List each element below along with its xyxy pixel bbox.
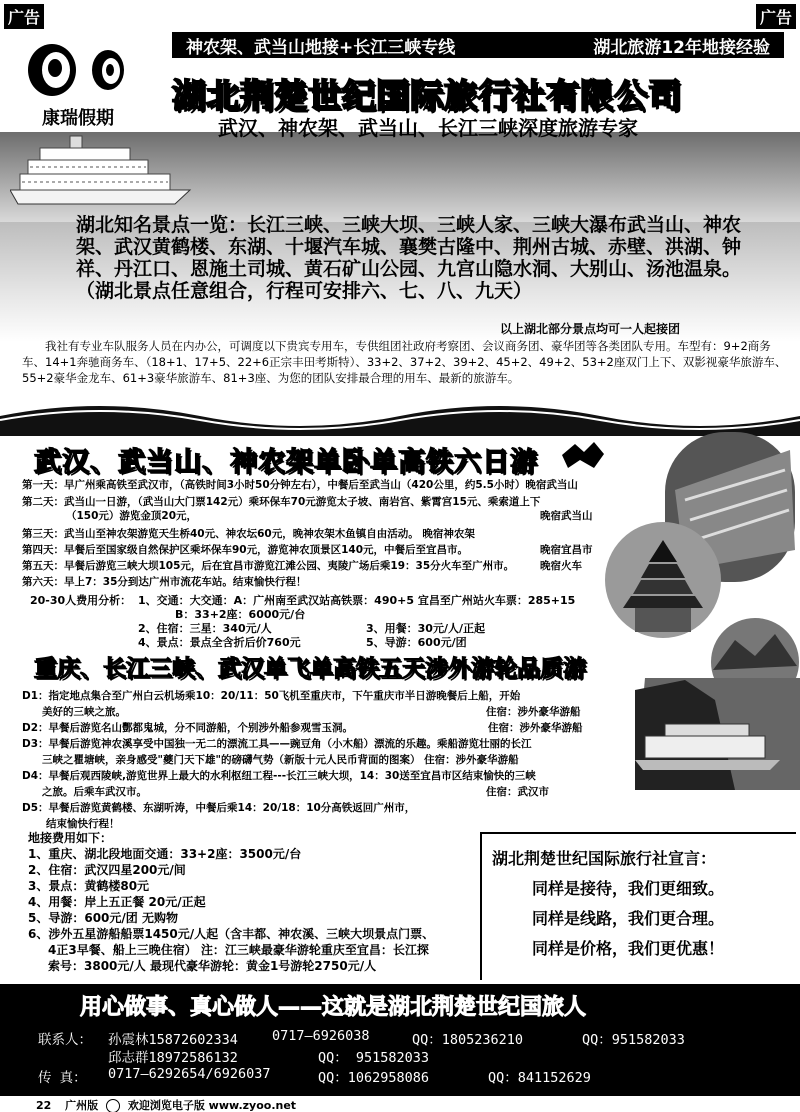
contact-qq-1: QQ：1805236210 (412, 1032, 524, 1048)
fee-item: 2、住宿：武汉四星200元/间 (28, 863, 186, 877)
tour1-cost-title: 20-30人费用分析： (30, 594, 132, 607)
contact-person-1: 孙震林15872602334 (108, 1032, 238, 1048)
contact-person-2: 邱志群18972586132 (108, 1050, 238, 1066)
slogan: 用心做事、真心做人——这就是湖北荆楚世纪国旅人 (80, 995, 587, 1020)
edition-label: 广州版 (65, 1099, 99, 1112)
company-subtitle: 武汉、神农架、武当山、长江三峡深度旅游专家 (218, 116, 638, 140)
tour2-day: 三峡之瞿塘峡，亲身感受"夔门天下雄"的磅礴气势（新版十元人民币背面的图案） 住宿：涉外豪华游船 (42, 754, 519, 766)
contact-tel-1: 0717—6926038 (272, 1028, 370, 1044)
scenery-photos (605, 430, 800, 790)
fee-item: 4正3早餐、船上三晚住宿） 注：江三峡最豪华游轮重庆至宜昌：长江探 (48, 943, 429, 957)
tour1-cost-item: 5、导游：600元/团 (366, 636, 467, 649)
scenic-list: 湖北知名景点一览：长江三峡、三峡大坝、三峡人家、三峡大瀑布武当山、神农架、武汉黄鹤楼、东湖、十堰汽车城、襄樊古隆中、荆州古城、赤壁、洪湖、钟祥、丹江口、恩施土司城、黄石矿山公园、九宫山隐水洞、大别山、汤池温泉。（湖北景点任意组合，行程可安排六、七、八、九天） (76, 214, 742, 302)
contact-qq-4: QQ：1062958086 (318, 1070, 430, 1086)
tour1-cost-item: 4、景点：景点全含折后价760元 (138, 636, 301, 649)
tour1-cost-item: B：33+2座：6000元/台 (175, 608, 306, 621)
declaration-line: 同样是价格，我们更优惠！ (532, 939, 725, 958)
top-banner (172, 32, 784, 58)
scenic-note: 以上湖北部分景点均可一人起接团 (500, 322, 681, 336)
tour2-fees (28, 830, 434, 974)
declaration-line: 同样是线路，我们更合理。 (532, 909, 725, 928)
contact-qq-2: QQ：951582033 (582, 1032, 685, 1048)
tour1-cost-item: 2、住宿：三星：340元/人 (138, 622, 272, 635)
fee-item: 5、导游：600元/团 无购物 (28, 911, 178, 925)
tour2-day: D1：指定地点集合至广州白云机场乘10：20/11：50飞机至重庆市，下午重庆市半日游晚餐后上船，开始 (22, 690, 521, 702)
tour1-day: 第三天：武当山至神农架游览天生桥40元、神农坛60元，晚神农架木鱼镇自由活动。 晚宿神农架 (22, 528, 475, 540)
page-number: 22 (36, 1099, 52, 1112)
fax-label: 传 真： (38, 1070, 87, 1086)
fleet-description: 我社有专业车队服务人员在内办公，可调度以下贵宾专用车，专供组团社政府考察团、会议商务团、豪华团等各类团队专用。车型有：9+2商务车、14+1奔驰商务车、（18+1、17+5、22+6正宗丰田考斯特）、33+2、37+2、39+2、45+2、49+2、53+2座双门上下、双影视豪华旅游车、55+2豪华金龙车、61+3豪华旅游车、81+3座、为您的团队安排最合理的用车、最新的旅游车。 (22, 339, 787, 385)
tour2-day: D3：早餐后游览神农溪享受中国独一无二的漂流工具——豌豆角（小木船）漂流的乐趣。乘船游览壮丽的长江 (22, 738, 532, 750)
ad-label-left: 广告 (4, 4, 44, 29)
contact-qq-3: QQ： 951582033 (318, 1050, 430, 1066)
splash-icon (560, 440, 606, 470)
tour1-day: 第六天：早上7：35分到达广州市流花车站。结束愉快行程！ (22, 576, 307, 588)
tour2-day: 之旅。后乘车武汉市。 住宿：武汉市 (42, 786, 549, 798)
tour1-day: 第五天：早餐后游览三峡大坝105元，后在宜昌市游览江滩公园、夷陵广场后乘19：35分火车至广州市。 晚宿火车 (22, 560, 582, 572)
contact-label: 联系人： (38, 1032, 92, 1048)
tour1-title: 武汉、武当山、神农架单卧单高铁六日游 (34, 447, 538, 478)
contact-qq-5: QQ：841152629 (488, 1070, 591, 1086)
website-link[interactable]: 欢迎浏览电子版 www.zyoo.net (127, 1099, 297, 1112)
tour1-cost-item: 1、交通：大交通：A：广州南至武汉站高铁票：490+5 宜昌至广州站火车票：285+15 (138, 594, 576, 607)
tour1-day: （150元）游览金顶20元， 晚宿武当山 (66, 510, 593, 522)
red-logo-icon (106, 1099, 120, 1112)
tour2-fees-title: 地接费用如下： (28, 831, 113, 845)
fee-item: 3、景点：黄鹤楼80元 (28, 879, 150, 893)
declaration-title: 湖北荆楚世纪国际旅行社宣言： (492, 849, 717, 868)
fee-item: 索号：3800元/人 最现代豪华游轮：黄金1号游轮2750元/人 (48, 959, 377, 973)
company-name: 湖北荆楚世纪国际旅行社有限公司 (172, 76, 682, 115)
page-footer (36, 1097, 296, 1112)
fax-number: 0717—6292654/6926037 (108, 1066, 271, 1082)
tour1-day: 第一天：早广州乘高铁至武汉市，（高铁时间3小时50分钟左右），中餐后至武当山（420公里，约5.5小时）晚宿武当山 (22, 479, 578, 491)
top-banner-right: 湖北旅游12年地接经验 (593, 37, 770, 58)
ad-label-right: 广告 (756, 4, 796, 29)
tour2-day: 美好的三峡之旅。 住宿：涉外豪华游船 (42, 706, 581, 718)
fee-item: 6、涉外五星游船船票1450元/人起（含丰都、神农溪、三峡大坝景点门票、 (28, 927, 435, 941)
fee-item: 4、用餐：岸上五正餐 20元/正起 (28, 895, 206, 909)
tour2-day: 结束愉快行程！ (46, 818, 120, 830)
tour1-day: 第四天：早餐后至国家级自然保护区乘坏保车90元，游览神农顶景区140元，中餐后至宜昌市。 晚宿宜昌市 (22, 544, 593, 556)
footprint-logo-icon (12, 40, 132, 102)
cruise-ship-image (10, 130, 200, 210)
tour2-day: D2：早餐后游览名山酆都鬼城，分不同游船，个别涉外船参观雪玉洞。 住宿：涉外豪华游船 (22, 722, 583, 734)
tour2-title: 重庆、长江三峡、武汉单飞单高铁五天涉外游轮品质游 (34, 656, 586, 682)
top-banner-left: 神农架、武当山地接+长江三峡专线 (186, 37, 456, 58)
declaration-line: 同样是接待，我们更细致。 (532, 879, 725, 898)
tour1-day: 第二天：武当山一日游，（武当山大门票142元）乘环保车70元游览太子坡、南岩宫、紫霄宫15元、乘索道上下 (22, 496, 541, 508)
tour2-day: D4：早餐后观西陵峡,游览世界上最大的水利枢纽工程---长江三峡大坝，14：30送至宜昌市区结束愉快的三峡 (22, 770, 536, 782)
tour2-day: D5：早餐后游览黄鹤楼、东湖听涛，中餐后乘14：20/18：10分高铁返回广州市， (22, 802, 416, 814)
brand-name: 康瑞假期 (42, 108, 114, 129)
fee-item: 1、重庆、湖北段地面交通：33+2座：3500元/台 (28, 847, 302, 861)
tour1-cost-item: 3、用餐：30元/人/正起 (366, 622, 485, 635)
